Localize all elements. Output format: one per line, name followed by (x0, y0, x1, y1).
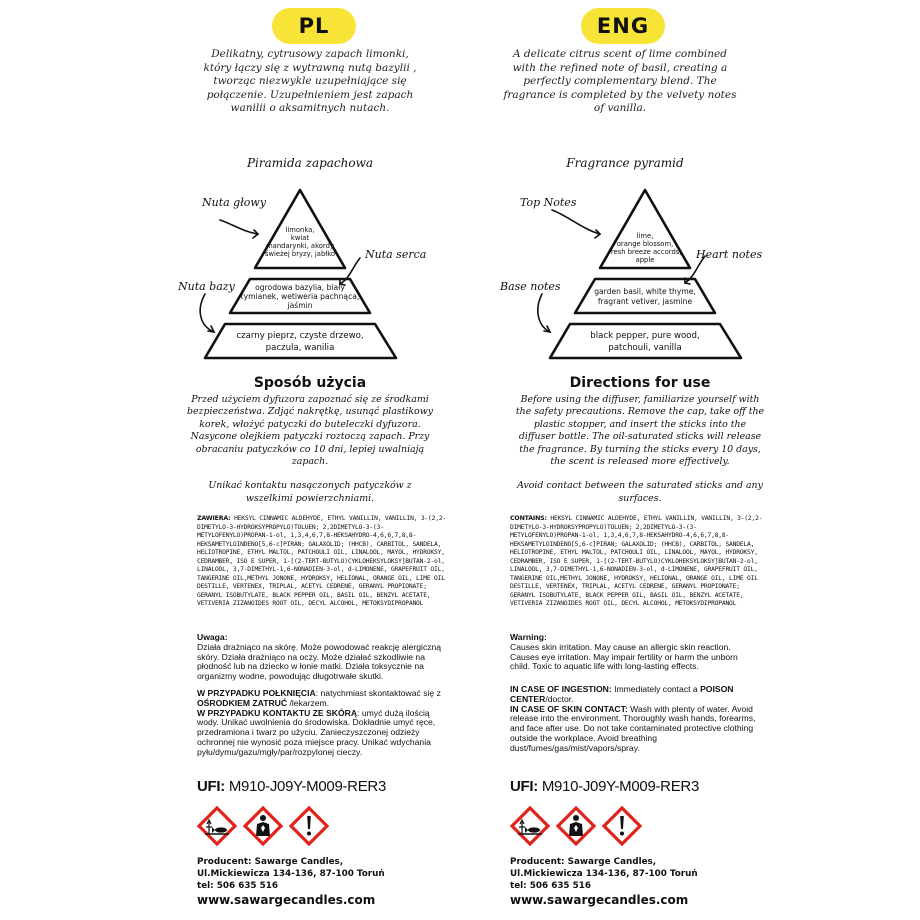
ufi-code-en (510, 778, 699, 795)
base-note-label-en: Base notes (500, 280, 561, 293)
warning-block-en (510, 633, 760, 672)
hazard-pictograms-en (510, 806, 642, 848)
top-tier-line-4-pl: świeżej bryzy, jabłko (264, 250, 336, 258)
ingredients-en (510, 515, 765, 609)
hazard-pictograms-pl (197, 806, 329, 848)
warning-head-en: Warning: (510, 632, 547, 642)
skin-head-en: IN CASE OF SKIN CONTACT: (510, 703, 628, 714)
pyramid-title-pl: Piramida zapachowa (246, 156, 374, 170)
avoid-contact-text-en: Avoid contact between the saturated sticks and any surfaces. (517, 480, 763, 504)
top-tier-line-4-en: apple (635, 256, 655, 264)
first-aid-block-pl (197, 689, 447, 758)
first-aid-block-en (510, 685, 760, 754)
producer-name-en: Producent: Sawarge Candles, (510, 857, 657, 867)
ufi-value-pl: M910-J09Y-M009-RER3 (228, 778, 386, 795)
heart-tier-line-3-pl: jaśmin (287, 301, 313, 310)
directions-text-pl: Przed użyciem dyfuzora zapoznać się ze środkami bezpieczeństwa. Zdjąć nakrętkę, usunąć plastikowy korek, włożyć patyczki do buteleczki dyfuzora. Nasycone olejkiem patyczki roztoczą zapach. Przy obracaniu patyczków co 10 dni, lepiej uwalniają zapach. (186, 394, 434, 468)
directions-title-pl: Sposób użycia (253, 375, 367, 391)
producer-address-en: Ul.Mickiewicza 134-136, 87-100 Toruń (510, 869, 698, 879)
producer-info-pl (197, 856, 385, 909)
heart-tier-line-2-en: fragrant vetiver, jasmine (597, 297, 693, 306)
environment-hazard-icon (510, 806, 550, 846)
top-tier-line-2-pl: kwiat (290, 234, 310, 242)
ingestion-text-b-en: /doctor. (545, 693, 574, 704)
top-tier-line-3-pl: mandarynki, akordy (266, 242, 334, 250)
warning-head-pl: Uwaga: (197, 632, 228, 642)
producer-phone-en: tel: 506 635 516 (510, 881, 591, 891)
health-hazard-icon (243, 806, 283, 846)
ingredients-pl (197, 515, 452, 609)
ingestion-head-pl: W PRZYPADKU POŁKNIĘCIA (197, 688, 316, 698)
producer-address-pl: Ul.Mickiewicza 134-136, 87-100 Toruń (197, 869, 385, 879)
language-badge-pl: PL (272, 8, 356, 44)
ufi-label-en: UFI: (510, 778, 538, 795)
ingestion-text-b-pl: /lekarzem. (287, 697, 330, 708)
base-note-label-pl: Nuta bazy (178, 280, 235, 293)
base-tier-line-2-pl: paczula, wanilia (265, 343, 335, 353)
english-column (460, 0, 920, 920)
health-hazard-icon (556, 806, 596, 846)
skin-head-pl: W PRZYPADKU KONTAKTU ZE SKÓRĄ (197, 707, 358, 718)
ingestion-pl (197, 689, 447, 709)
skin-text-pl: : umyć dużą ilością wody. Unikać uwolnienia do środowiska. Dokładnie umyć ręce, przedramiona i twarz po użyciu. Zanieczyszczonej odzieży ochronnej nie wynosić poza miejsce pracy. Unikać wdychania pyłu/dymu/gazu/mgły/par/rozpylonej cieczy. (197, 707, 436, 757)
producer-website-en[interactable]: www.sawargecandles.com (510, 893, 689, 907)
language-badge-en: ENG (581, 8, 665, 44)
fragrance-pyramid-pl (170, 180, 450, 370)
heart-tier-line-1-en: garden basil, white thyme, (594, 287, 696, 296)
top-tier-line-3-en: fresh breeze accords, (608, 248, 682, 256)
intro-text-en: A delicate citrus scent of lime combined with the refined note of basil, creating a perfectly complementary blend. The fragrance is completed by the velvety notes of vanilla. (503, 48, 737, 114)
top-note-label-pl: Nuta głowy (202, 196, 267, 209)
producer-phone-pl: tel: 506 635 516 (197, 881, 278, 891)
base-tier-line-1-en: black pepper, pure wood, (590, 331, 700, 341)
intro-text-pl: Delikatny, cytrusowy zapach limonki, który łączy się z wytrawną nutą bazylii , tworząc niezwykle uzupełniające się połączenie. Uzupełnieniem jest zapach wanilii o aksamitnych nutach. (203, 48, 417, 114)
heart-tier-line-2-pl: tymianek, wetiweria pachnąca, (240, 292, 360, 301)
top-tier-line-1-en: lime, (636, 232, 654, 240)
avoid-contact-text-pl: Unikać kontaktu nasączonych patyczków z wszelkimi powierzchniami. (208, 480, 412, 504)
exclamation-mark-icon (289, 806, 329, 846)
top-tier-line-1-pl: limonka, (285, 226, 315, 234)
top-note-label-en: Top Notes (520, 196, 577, 209)
skin-contact-pl (197, 709, 447, 758)
exclamation-mark-icon (602, 806, 642, 846)
directions-pl (185, 394, 435, 517)
heart-tier-line-1-pl: ogrodowa bazylia, biały (255, 283, 345, 292)
ufi-label-pl: UFI: (197, 778, 225, 795)
base-tier-line-2-en: patchouli, vanilla (608, 343, 682, 353)
producer-name-pl: Producent: Sawarge Candles, (197, 857, 344, 867)
environment-hazard-icon (197, 806, 237, 846)
contains-label-pl: ZAWIERA: (197, 515, 231, 522)
ingestion-en (510, 685, 760, 705)
ingredients-text-pl: HEKSYL CINNAMIC ALDEHYDE, ETHYL VANILLIN, VANILLIN, 3-(2,2-DIMETYLO-3-HYDROKSYPROPYLO)TOLUEN; 2,2DIMETYLO-3-(3-METYLOFENYLO)PROPAN-1-ol, 1,3,4,6,7,8-HEKSAHYDRO-4,6,6,7,8,8-HEKSAMETYLOINDENO[5,6-c]PIRAN; GALAXOLID; (HHCB), CARBITOL, SANDELA, HELIOTROPINE, ETHYL MALTOL, PATCHOULI OIL, LINALOOL, MAYOL, HYDROKSY, CEDRAMBER, ISO E SUPER, 1-[(2-TERT-BUTYLO)CYKLOHEKSYLOKSY]BUTAN-2-ol, LINALOOL, 3,7-DIMETHYL-1,6-NONADIEN-3-ol, d-LIMONENE, GRAPEFRUIT OIL, TANGERINE OIL,METHYL JONONE, HYDROKSY, HELIONAL, ORANGE OIL, LIME OIL DESTILLE, VERTENEX, TRIPLAL, ACETYL CEDRENE, GERANYL PROPIONATE; GERANYL ISOBUTYLATE, BLACK PEPPER OIL, BASIL OIL, BENZYL ACETATE, VETIVERIA ZIZANOIDES ROOT OIL, DECYL ALCOHOL, METOKSYDIPROPANOL (197, 515, 446, 608)
ufi-code-pl (197, 778, 386, 795)
producer-website-pl[interactable]: www.sawargecandles.com (197, 893, 376, 907)
directions-title-en: Directions for use (569, 375, 711, 391)
ufi-value-en: M910-J09Y-M009-RER3 (541, 778, 699, 795)
heart-note-label-pl: Nuta serca (365, 248, 427, 261)
fragrance-pyramid-en (490, 180, 770, 370)
warning-text-en: Causes skin irritation. May cause an allergic skin reaction. Causes eye irritation. May impair fertility or harm the unborn child. Toxic to aquatic life with long-lasting effects. (510, 641, 738, 672)
warning-block-pl (197, 633, 447, 682)
directions-en (515, 394, 765, 517)
directions-text-en: Before using the diffuser, familiarize yourself with the safety precautions. Remove the cap, take off the plastic stopper, and insert the sticks into the diffuser bottle. The oil-saturated sticks will release the fragrance. By turning the sticks every 10 days, the scent is released more effectively. (515, 394, 765, 468)
poison-center-en: POISON CENTER (510, 684, 734, 704)
producer-info-en (510, 856, 698, 909)
ingredients-text-en: HEKSYL CINNAMIC ALDEHYDE, ETHYL VANILLIN, VANILLIN, 3-(2,2-DIMETYLO-3-HYDROKSYPROPYLO)TOLUEN; 2,2DIMETYLO-3-(3-METYLOFENYLO)PROPAN-1-ol, 1,3,4,6,7,8-HEKSAHYDRO-4,6,6,7,8,8-HEKSAMETYLOINDENO[5,6-c]PIRAN; GALAXOLID; (HHCB), CARBITOL, SANDELA, HELIOTROPINE, ETHYL MALTOL, PATCHOULI OIL, LINALOOL, MAYOL, HYDROKSY, CEDRAMBER, ISO E SUPER, 1-[(2-TERT-BUTYLO)CYKLOHEKSYLOKSY]BUTAN-2-ol, LINALOOL, 3,7-DIMETHYL-1,6-NONADIEN-3-ol, d-LIMONENE, GRAPEFRUIT OIL, TANGERINE OIL,METHYL JONONE, HYDROKSY, HELIONAL, ORANGE OIL, LIME OIL DESTILLE, VERTENEX, TRIPLAL, ACETYL CEDRENE, GERANYL PROPIONATE; GERANYL ISOBUTYLATE, BLACK PEPPER OIL, BASIL OIL, BENZYL ACETATE, VETIVERIA ZIZANOIDES ROOT OIL, DECYL ALCOHOL, METOKSYDIPROPANOL (510, 515, 763, 608)
skin-contact-en (510, 705, 760, 754)
ingestion-head-en: IN CASE OF INGESTION: (510, 684, 612, 694)
skin-text-en: Wash with plenty of water. Avoid release into the environment. Thoroughly wash hands, forearms, and face after use. Do not take contaminated protective clothing outside the workplace. Avoid breathing dust/fumes/gas/mist/vapors/spray. (510, 703, 756, 753)
contains-label-en: CONTAINS: (510, 515, 547, 522)
ingestion-text-a-en: Immediately contact a (611, 684, 701, 694)
top-tier-line-2-en: orange blossom, (616, 240, 674, 248)
poison-center-pl: OŚRODKIEM ZATRUĆ (197, 697, 288, 708)
base-tier-line-1-pl: czarny pieprz, czyste drzewo, (236, 331, 364, 341)
heart-note-label-en: Heart notes (696, 248, 763, 261)
pyramid-title-en: Fragrance pyramid (566, 156, 684, 170)
warning-text-pl: Działa drażniąco na skórę. Może powodować reakcję alergiczną skóry. Działa drażniąco na oczy. Może działać szkodliwie na płodność lub na dziecko w łonie matki. Działa toksycznie na organizmy wodne, powodując długotrwałe skutki. (197, 641, 442, 682)
ingestion-text-a-pl: : natychmiast skontaktować się z (315, 688, 441, 698)
